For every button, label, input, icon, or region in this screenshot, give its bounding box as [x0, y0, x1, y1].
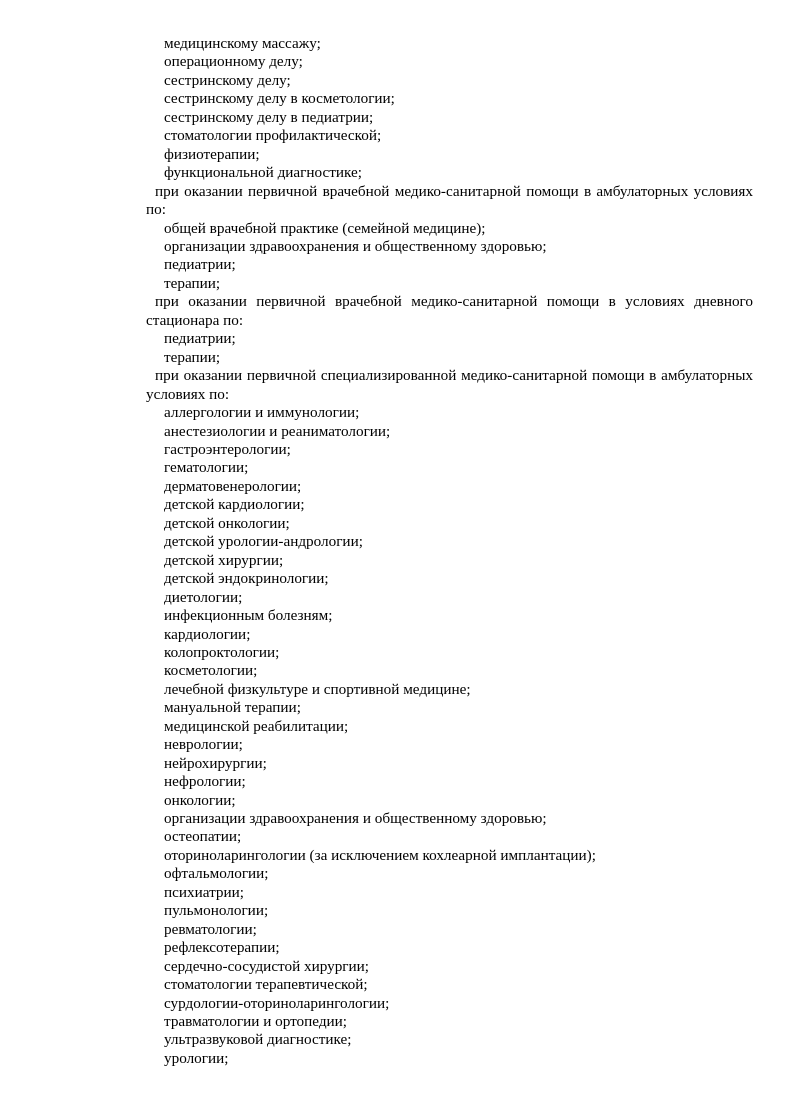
list-item: неврологии;: [164, 736, 243, 754]
list-item: медицинской реабилитации;: [164, 717, 349, 735]
list-item: нефрологии;: [164, 773, 246, 791]
list-item: гематологии;: [164, 459, 249, 477]
list-item: пульмонологии;: [164, 902, 269, 920]
list-item: педиатрии;: [164, 330, 236, 348]
list-item: колопроктологии;: [164, 643, 280, 661]
list-item: нейрохирургии;: [164, 754, 267, 772]
list-item: сестринскому делу в педиатрии;: [164, 108, 374, 126]
list-item: сурдологии-оториноларингологии;: [164, 994, 390, 1012]
list-item: лечебной физкультуре и спортивной медицине;: [164, 680, 471, 698]
list-item: косметологии;: [164, 662, 258, 680]
list-item: физиотерапии;: [164, 145, 260, 163]
list-item: операционному делу;: [164, 53, 303, 71]
list-item: урологии;: [164, 1049, 229, 1067]
primary-physician-ambulatory-list: [146, 220, 753, 294]
list-item: детской онкологии;: [164, 514, 290, 532]
list-item: стоматологии терапевтической;: [164, 976, 368, 994]
list-item: терапии;: [164, 348, 221, 366]
paragraph-primary-physician-ambulatory: при оказании первичной врачебной медико-санитарной помощи в амбулаторных условиях по:: [146, 182, 753, 219]
list-item: детской кардиологии;: [164, 496, 305, 514]
list-item: анестезиологии и реаниматологии;: [164, 422, 391, 440]
document-body: [146, 35, 753, 1068]
nursing-specialties-list: [146, 35, 753, 183]
list-item: терапии;: [164, 274, 221, 292]
list-item: рефлексотерапии;: [164, 939, 280, 957]
list-item: кардиологии;: [164, 625, 251, 643]
list-item: стоматологии профилактической;: [164, 127, 382, 145]
list-item: офтальмологии;: [164, 865, 269, 883]
list-item: педиатрии;: [164, 256, 236, 274]
list-item: сестринскому делу в косметологии;: [164, 90, 395, 108]
list-item: сердечно-сосудистой хирургии;: [164, 957, 370, 975]
paragraph-specialized-ambulatory: при оказании первичной специализированной медико-санитарной помощи в амбулаторных условиях по:: [146, 367, 753, 403]
list-item: организации здравоохранения и общественному здоровью;: [164, 810, 547, 828]
list-item: гастроэнтерологии;: [164, 440, 291, 458]
specialized-ambulatory-list: [146, 404, 753, 1068]
list-item: психиатрии;: [164, 883, 244, 901]
list-item: ультразвуковой диагностике;: [164, 1031, 352, 1049]
list-item: онкологии;: [164, 791, 236, 809]
list-item: детской урологии-андрологии;: [164, 533, 363, 551]
list-item: травматологии и ортопедии;: [164, 1013, 348, 1031]
list-item: мануальной терапии;: [164, 699, 301, 717]
list-item: организации здравоохранения и общественному здоровью;: [164, 237, 547, 255]
list-item: сестринскому делу;: [164, 71, 291, 89]
list-item: ревматологии;: [164, 920, 257, 938]
list-item: дерматовенерологии;: [164, 477, 302, 495]
list-item: медицинскому массажу;: [164, 35, 321, 52]
list-item: оториноларингологии (за исключением кохлеарной имплантации);: [164, 846, 596, 864]
list-item: детской хирургии;: [164, 551, 284, 569]
list-item: диетологии;: [164, 588, 243, 606]
paragraph-primary-physician-day-hospital: при оказании первичной врачебной медико-санитарной помощи в условиях дневного стационара по:: [146, 293, 753, 329]
list-item: инфекционным болезням;: [164, 607, 333, 625]
primary-physician-day-hospital-list: [146, 330, 753, 367]
list-item: функциональной диагностике;: [164, 164, 362, 182]
list-item: аллергологии и иммунологии;: [164, 404, 360, 422]
list-item: детской эндокринологии;: [164, 570, 329, 588]
list-item: общей врачебной практике (семейной медицине);: [164, 219, 486, 237]
list-item: остеопатии;: [164, 828, 242, 846]
